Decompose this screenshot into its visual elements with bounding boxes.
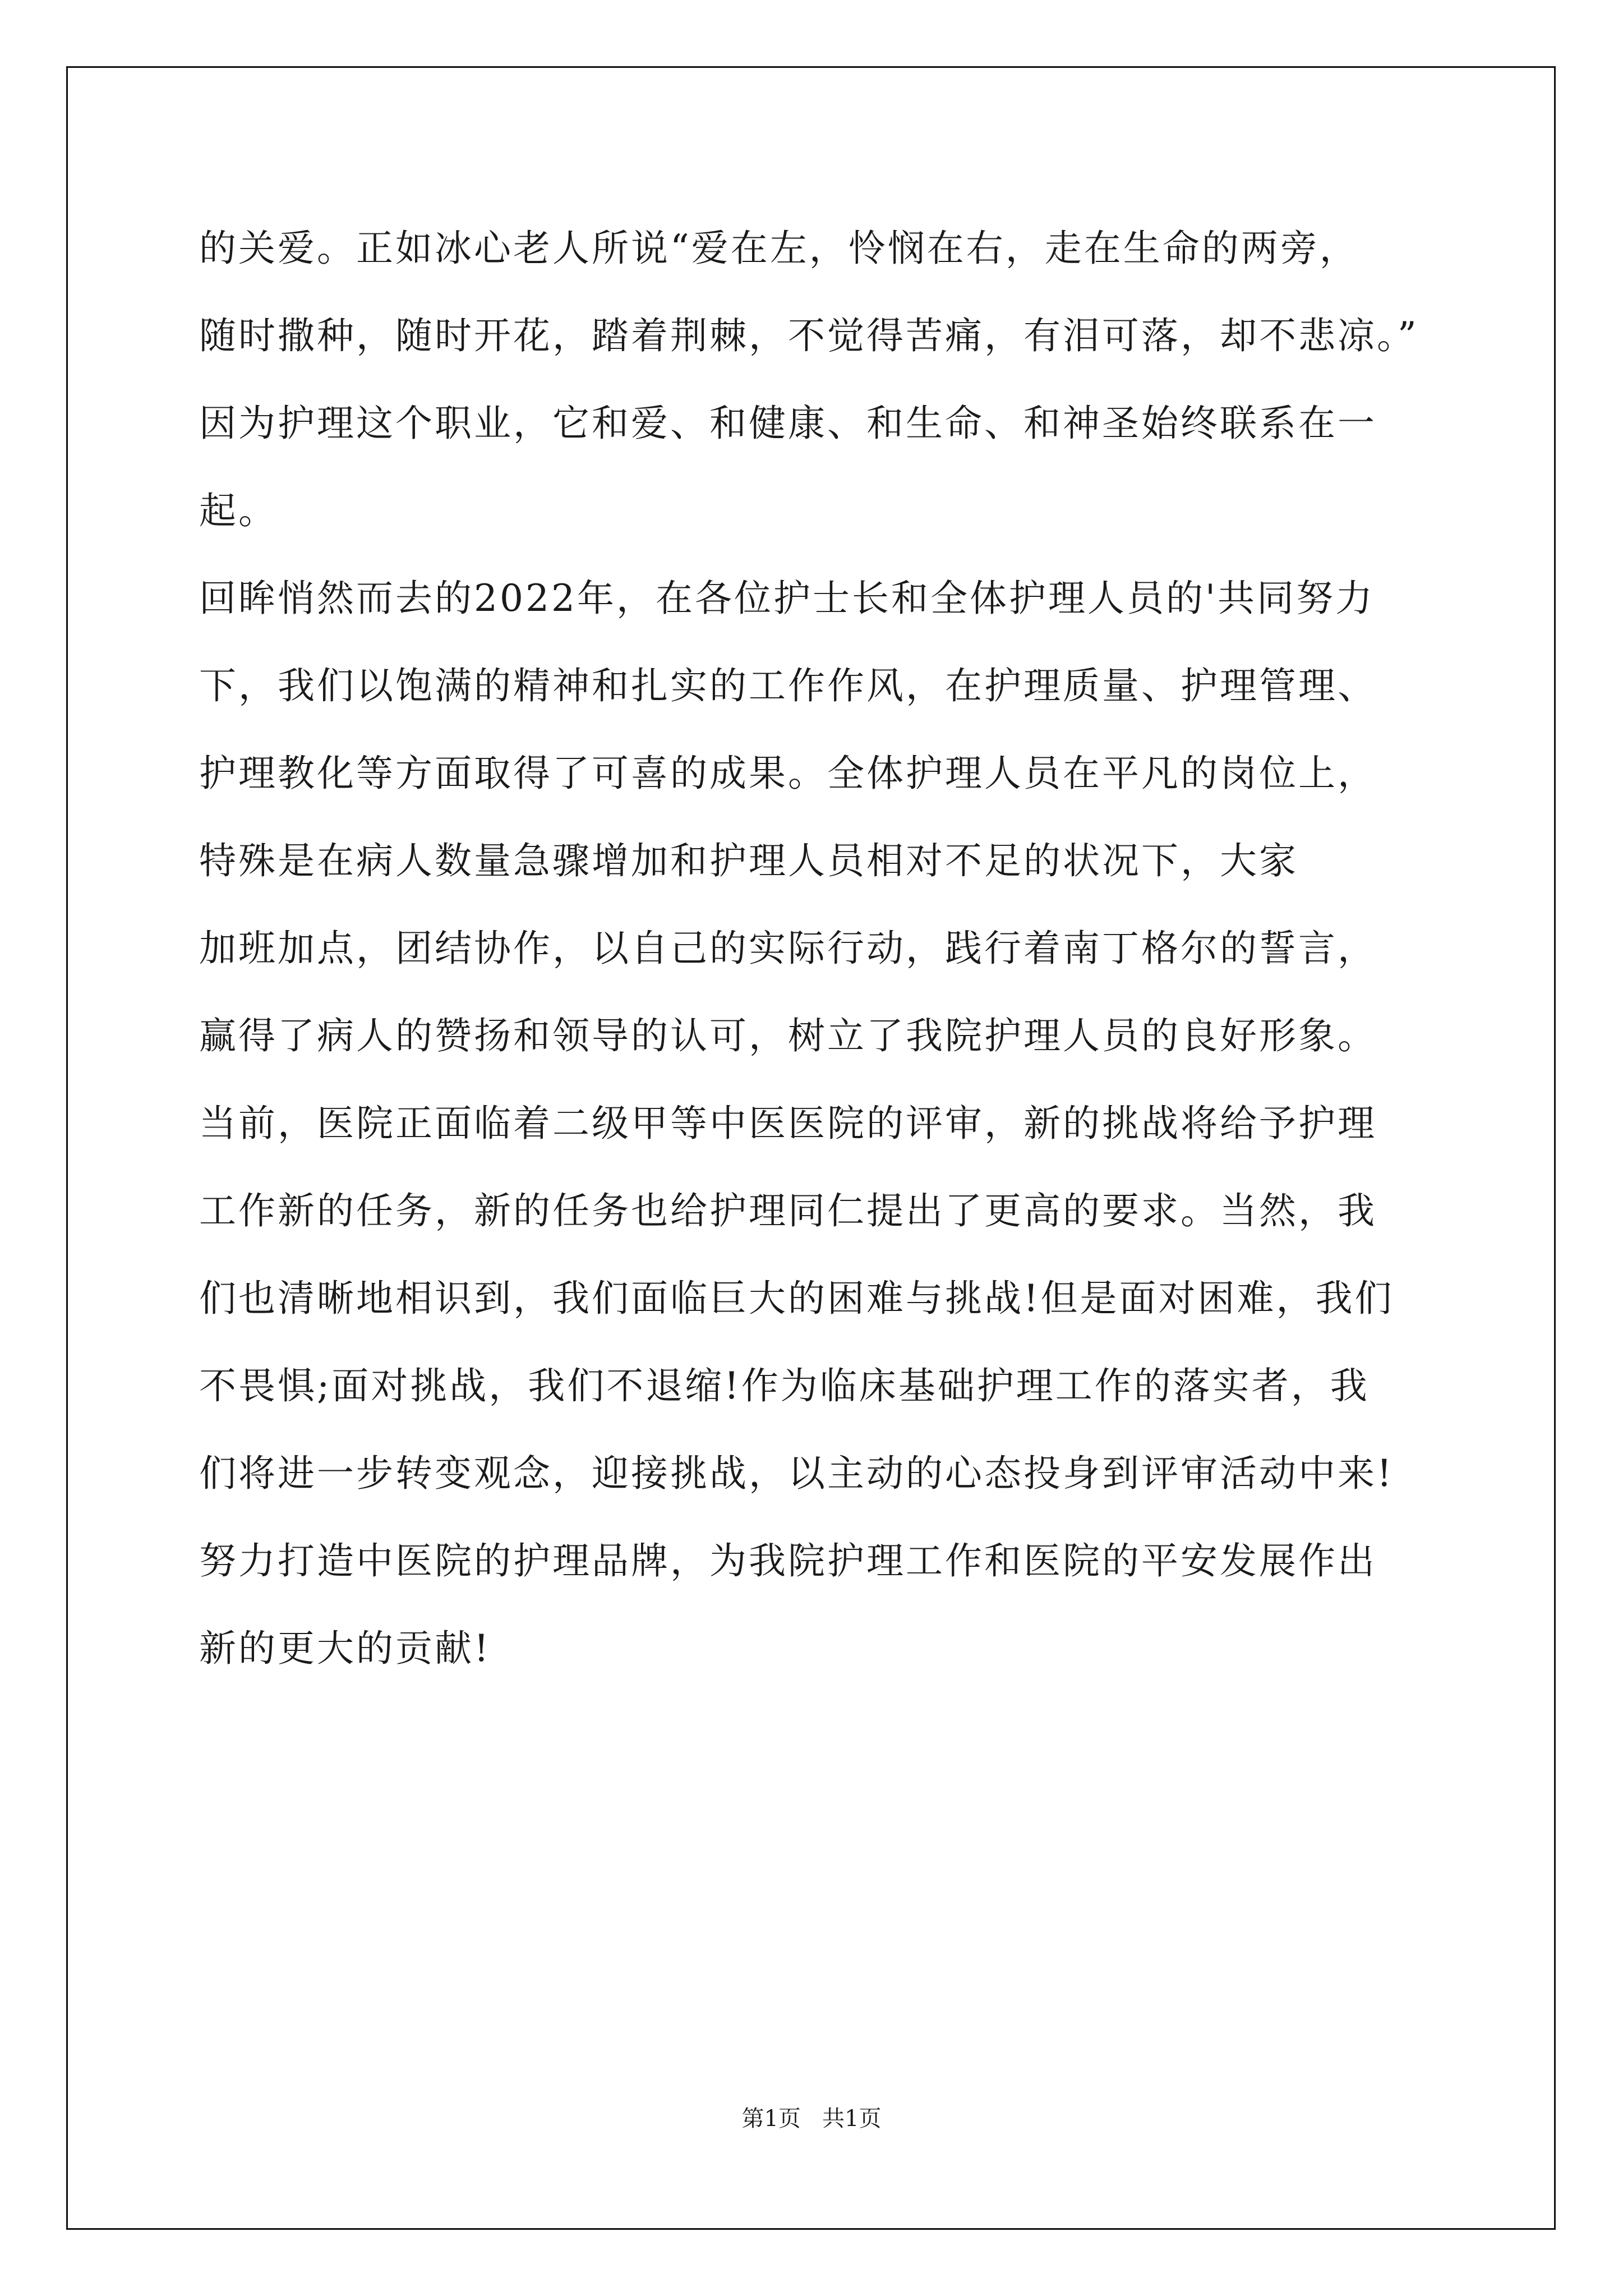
- text-line: 的关爱。正如冰心老人所说“爱在左，怜悯在右，走在生命的两旁，: [199, 227, 1359, 270]
- text-line: 回眸悄然而去的2022年，在各位护士长和全体护理人员的'共同努力: [199, 577, 1375, 620]
- text-line: 赢得了病人的赞扬和领导的认可，树立了我院护理人员的良好形象。: [199, 1014, 1377, 1057]
- text-line: 们将进一步转变观念，迎接挑战，以主动的心态投身到评审活动中来!: [199, 1452, 1394, 1495]
- text-line: 随时撒种，随时开花，踏着荆棘，不觉得苦痛，有泪可落，却不悲凉。”: [199, 314, 1419, 357]
- text-line: 们也清晰地相识到，我们面临巨大的困难与挑战!但是面对困难，我们: [199, 1277, 1394, 1320]
- text-line: 当前，医院正面临着二级甲等中医医院的评审，新的挑战将给予护理: [199, 1102, 1377, 1145]
- text-line: 新的更大的贡献!: [199, 1627, 491, 1670]
- text-line: 特殊是在病人数量急骤增加和护理人员相对不足的状况下，大家: [199, 839, 1298, 882]
- text-line: 起。: [199, 489, 278, 532]
- text-line: 护理教化等方面取得了可喜的成果。全体护理人员在平凡的岗位上，: [199, 752, 1377, 795]
- text-line: 下，我们以饱满的精神和扎实的工作作风，在护理质量、护理管理、: [199, 664, 1377, 707]
- text-line: 不畏惧;面对挑战，我们不退缩!作为临床基础护理工作的落实者，我: [199, 1364, 1370, 1407]
- document-body: [199, 205, 1455, 1692]
- text-line: 努力打造中医院的护理品牌，为我院护理工作和医院的平安发展作出: [199, 1539, 1377, 1582]
- page-number-footer: 第1页 共1页: [741, 2106, 882, 2132]
- text-line: 工作新的任务，新的任务也给护理同仁提出了更高的要求。当然，我: [199, 1189, 1377, 1232]
- text-line: 加班加点，团结协作，以自己的实际行动，践行着南丁格尔的誓言，: [199, 927, 1377, 970]
- text-line: 因为护理这个职业，它和爱、和健康、和生命、和神圣始终联系在一: [199, 402, 1377, 445]
